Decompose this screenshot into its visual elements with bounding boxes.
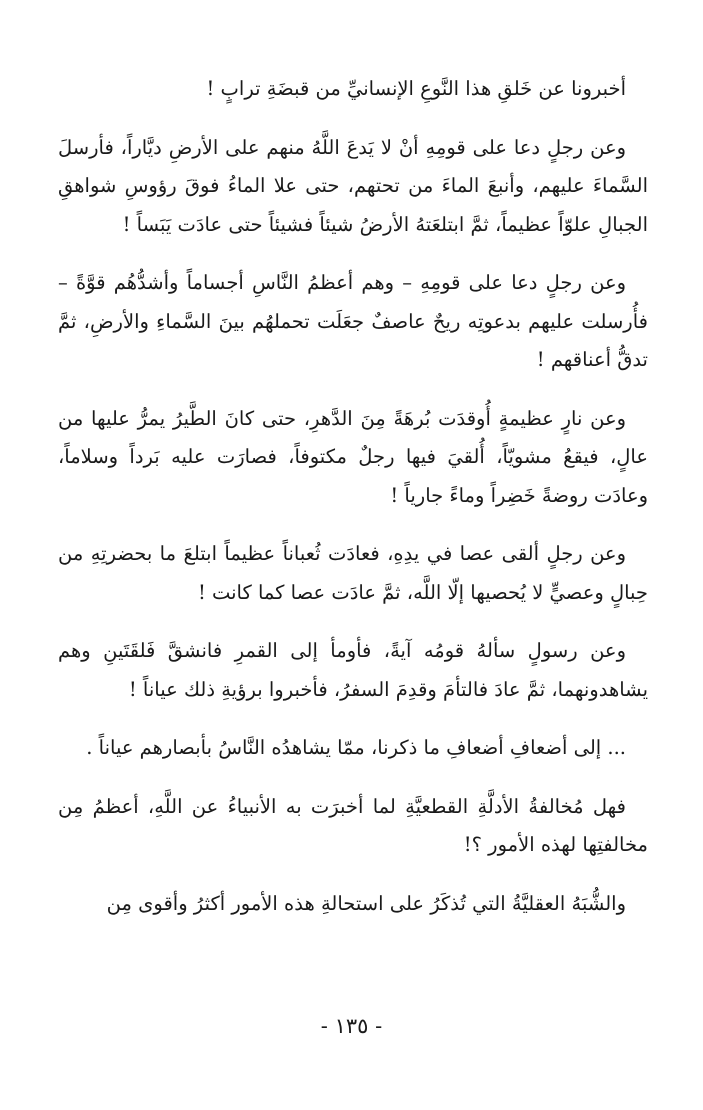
- page-text: [58, 70, 648, 943]
- paragraph-2: وعن رجلٍ دعا على قومِهِ أنْ لا يَدعَ اللَّهُ منهم على الأرضِ ديَّاراً، فأرسلَ السَّماءَ عليهم، وأنبعَ الماءَ من تحتهم، حتى علا الماءُ فوقَ رؤوسِ شواهقِ الجبالِ علوّاً عظيماً، ثمَّ ابتلعَتهُ الأرضُ شيئاً فشيئاً حتى عادَت يَبَساً !: [58, 135, 648, 236]
- paragraph-6: وعن رسولٍ سألهُ قومُه آيةً، فأومأ إلى القمرِ فانشقَّ فَلقَتَينِ وهم يشاهدونهما، ثمَّ عادَ فالتأمَ وقدِمَ السفرُ، فأخبروا برؤيةِ ذلك عياناً !: [58, 639, 648, 701]
- paragraph-3: وعن رجلٍ دعا على قومِهِ – وهم أعظمُ النَّاسِ أجساماً وأشدُّهُم قوَّةً – فأُرسلت عليهم بدعوتِه ريحٌ عاصفٌ جعَلَت تحملهُم بينَ السَّماءِ والأرضِ، ثمَّ تدقُّ أعناقهم !: [58, 271, 648, 371]
- paragraph-8: فهل مُخالفةُ الأدلَّةِ القطعيَّةِ لما أخبرَت به الأنبياءُ عن اللَّهِ، أعظمُ مِن مخالفتِها لهذه الأمور ؟!: [58, 794, 648, 856]
- paragraph-5: وعن رجلٍ ألقى عصا في يدِهِ، فعادَت ثُعباناً عظيماً ابتلعَ ما بحضرتِهِ من حِبالٍ وعصيٍّ لا يُحصيها إلّا اللَّه، ثمَّ عادَت عصا كما كانت !: [58, 542, 648, 604]
- paragraph-4: وعن نارٍ عظيمةٍ أُوقدَت بُرهَةً مِنَ الدَّهرِ، حتى كانَ الطَّيرُ يمرُّ عليها من عالٍ، فيقعُ مشويّاً، أُلقيَ فيها رجلٌ مكتوفاً، فصارَت عليه بَرداً وسلاماً، وعادَت روضةً خَضِراً وماءً جارياً !: [58, 406, 648, 507]
- paragraph-7: ... إلى أضعافِ أضعافِ ما ذكرنا، ممّا يشاهدُه النَّاسُ بأبصارهم عياناً .: [86, 736, 626, 759]
- page-number: - ١٣٥ -: [320, 1014, 383, 1038]
- paragraph-9: والشُّبَهُ العقليَّةُ التي تُذكَرُ على استحالةِ هذه الأمور أكثرُ وأقوى مِن: [106, 891, 626, 915]
- paragraph-1: أخبرونا عن خَلقِ هذا النَّوعِ الإنسانيِّ من قبضَةِ ترابٍ !: [206, 77, 626, 100]
